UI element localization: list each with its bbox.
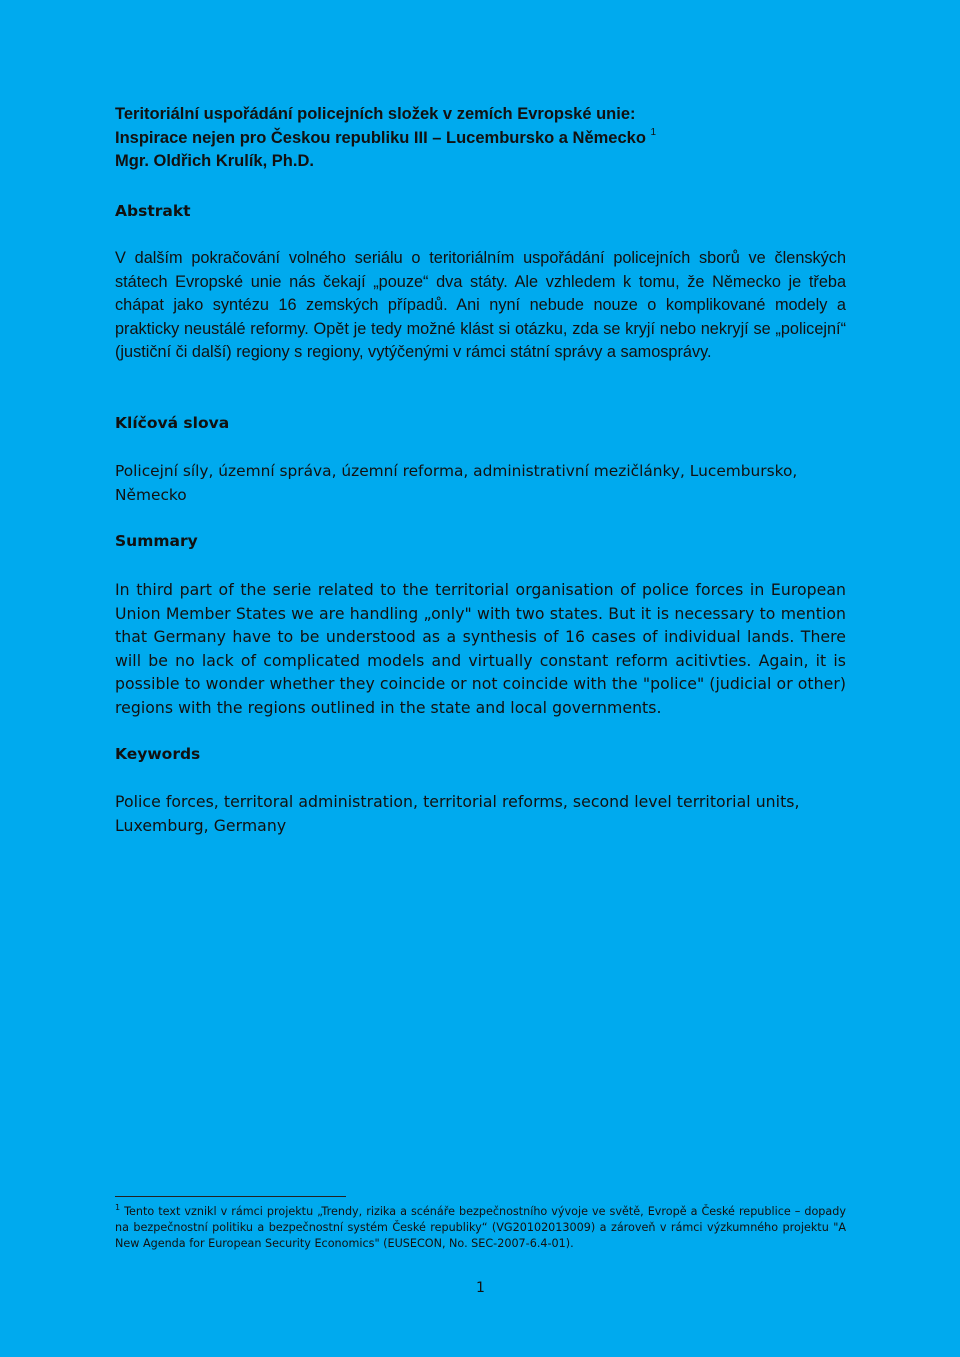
document-page bbox=[115, 0, 846, 1357]
footnote-separator bbox=[115, 1196, 346, 1197]
summary-heading: Summary bbox=[115, 532, 198, 550]
document-title-block bbox=[115, 103, 846, 174]
document-title-line-1: Teritoriální uspořádání policejních složek v zemích Evropské unie: bbox=[115, 105, 636, 123]
document-title-text: Inspirace nejen pro Českou republiku III – Lucembursko a Německo bbox=[115, 128, 646, 147]
footnote-mark: 1 bbox=[115, 1203, 121, 1212]
page-number: 1 bbox=[476, 1280, 485, 1296]
document-title-line-2 bbox=[115, 127, 846, 151]
keywords-cz-text: Policejní síly, územní správa, územní reforma, administrativní mezičlánky, Lucembursko, Německo bbox=[115, 462, 798, 504]
keywords-en-text: Police forces, territoral administration, territorial reforms, second level territorial units, Luxemburg, Germany bbox=[115, 792, 800, 835]
footnote-text: Tento text vznikl v rámci projektu „Trendy, rizika a scénáře bezpečnostního vývoje ve světě, Evropě a České republice – dopady na bezpečnostní politiku a bezpečnostní systém České republiky“ (VG20102013009) a zároveň v rámci výzkumného projektu "A New Agenda for European Security Economics" (EUSECON, No. SEC-2007-6.4-01). bbox=[115, 1205, 846, 1251]
keywords-cz-heading: Klíčová slova bbox=[115, 414, 230, 432]
footnote bbox=[115, 1204, 846, 1253]
abstract-text: V dalším pokračování volného seriálu o teritoriálním uspořádání policejních sborů ve členských státech Evropské unie nás čekají „pouze“ dva státy. Ale vzhledem k tomu, že Německo je třeba chápat jako syntézu 16 zemských případů. Ani nyní nebude nouze o komplikované modely a prakticky neustálé reformy. Opět je tedy možné klást si otázku, zda se kryjí nebo nekryjí se „policejní“ (justiční či další) regiony s regiony, vytýčenými v rámci státní správy a samosprávy. bbox=[115, 249, 846, 362]
summary-text: In third part of the serie related to the territorial organisation of police forces in European Union Member States we are handling „only" with two states. But it is necessary to mention that Germany have to be understood as a synthesis of 16 cases of individual lands. There will be no lack of complicated models and virtually constant reform acitivties. Again, it is possible to wonder whether they coincide or not coincide with the "police" (judicial or other) regions with the regions outlined in the state and local governments. bbox=[115, 580, 846, 717]
abstract-heading: Abstrakt bbox=[115, 202, 191, 220]
keywords-en-heading: Keywords bbox=[115, 745, 201, 763]
title-footnote-mark: 1 bbox=[650, 126, 657, 138]
document-author: Mgr. Oldřich Krulík, Ph.D. bbox=[115, 152, 314, 171]
